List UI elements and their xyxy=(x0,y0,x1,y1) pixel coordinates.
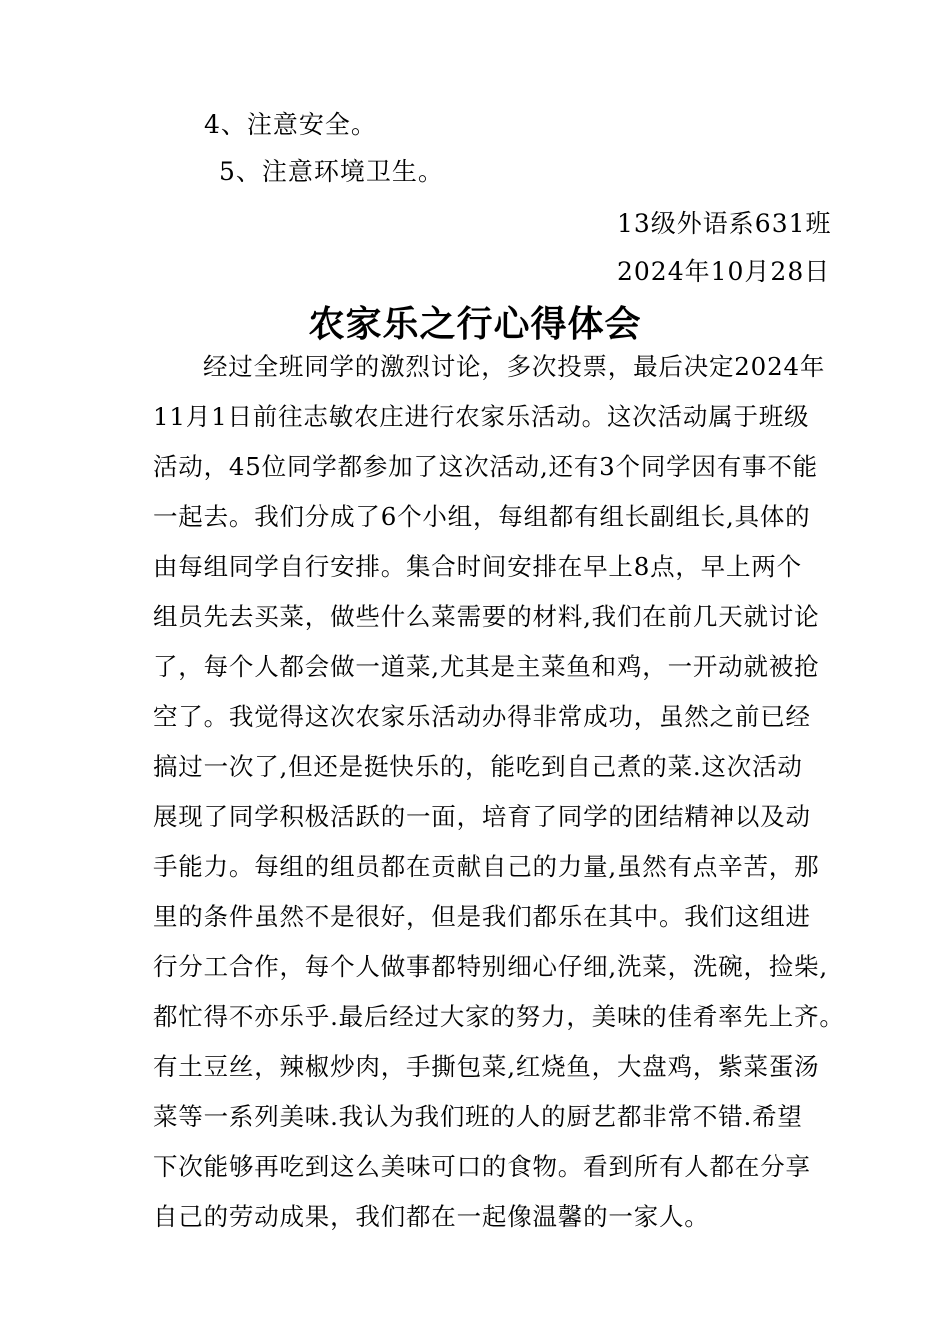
list-item-4: 4、注意安全。 xyxy=(204,110,377,139)
paragraph-line: 菜等一系列美味.我认为我们班的人的厨艺都非常不错.希望 xyxy=(153,1102,803,1131)
signature-organization: 13级外语系631班 xyxy=(617,209,832,238)
paragraph-line: 手能力。每组的组员都在贡献自己的力量,虽然有点辛苦，那 xyxy=(153,852,820,881)
paragraph-line: 里的条件虽然不是很好，但是我们都乐在其中。我们这组进 xyxy=(153,902,811,931)
paragraph-line: 自己的劳动成果，我们都在一起像温馨的一家人。 xyxy=(153,1202,710,1231)
paragraph-line: 都忙得不亦乐乎.最后经过大家的努力，美味的佳肴率先上齐。 xyxy=(153,1002,845,1031)
paragraph-line: 有土豆丝，辣椒炒肉，手撕包菜,红烧鱼，大盘鸡，紫菜蛋汤 xyxy=(153,1052,820,1081)
article-title: 农家乐之行心得体会 xyxy=(308,303,642,345)
signature-date: 2024年10月28日 xyxy=(617,257,831,286)
paragraph-line: 空了。我觉得这次农家乐活动办得非常成功，虽然之前已经 xyxy=(153,702,811,731)
paragraph-line: 组员先去买菜，做些什么菜需要的材料,我们在前几天就讨论 xyxy=(153,602,820,631)
paragraph-line: 下次能够再吃到这么美味可口的食物。看到所有人都在分享 xyxy=(153,1152,811,1181)
paragraph-line: 活动，45位同学都参加了这次活动,还有3个同学因有事不能 xyxy=(153,452,818,481)
list-item-5: 5、注意环境卫生。 xyxy=(219,157,444,186)
paragraph-line: 了，每个人都会做一道菜,尤其是主菜鱼和鸡，一开动就被抢 xyxy=(153,652,820,681)
paragraph-line: 一起去。我们分成了6个小组，每组都有组长副组长,具体的 xyxy=(153,502,811,531)
paragraph-line: 由每组同学自行安排。集合时间安排在早上8点，早上两个 xyxy=(153,552,802,581)
paragraph-line: 搞过一次了,但还是挺快乐的，能吃到自己煮的菜.这次活动 xyxy=(153,752,803,781)
paragraph-line: 展现了同学积极活跃的一面，培育了同学的团结精神以及动 xyxy=(153,802,811,831)
paragraph-line: 经过全班同学的激烈讨论，多次投票，最后决定2024年 xyxy=(203,352,826,381)
paragraph-line: 行分工合作，每个人做事都特别细心仔细,洗菜，洗碗，捡柴, xyxy=(153,952,828,981)
paragraph-line: 11月1日前往志敏农庄进行农家乐活动。这次活动属于班级 xyxy=(153,402,810,431)
